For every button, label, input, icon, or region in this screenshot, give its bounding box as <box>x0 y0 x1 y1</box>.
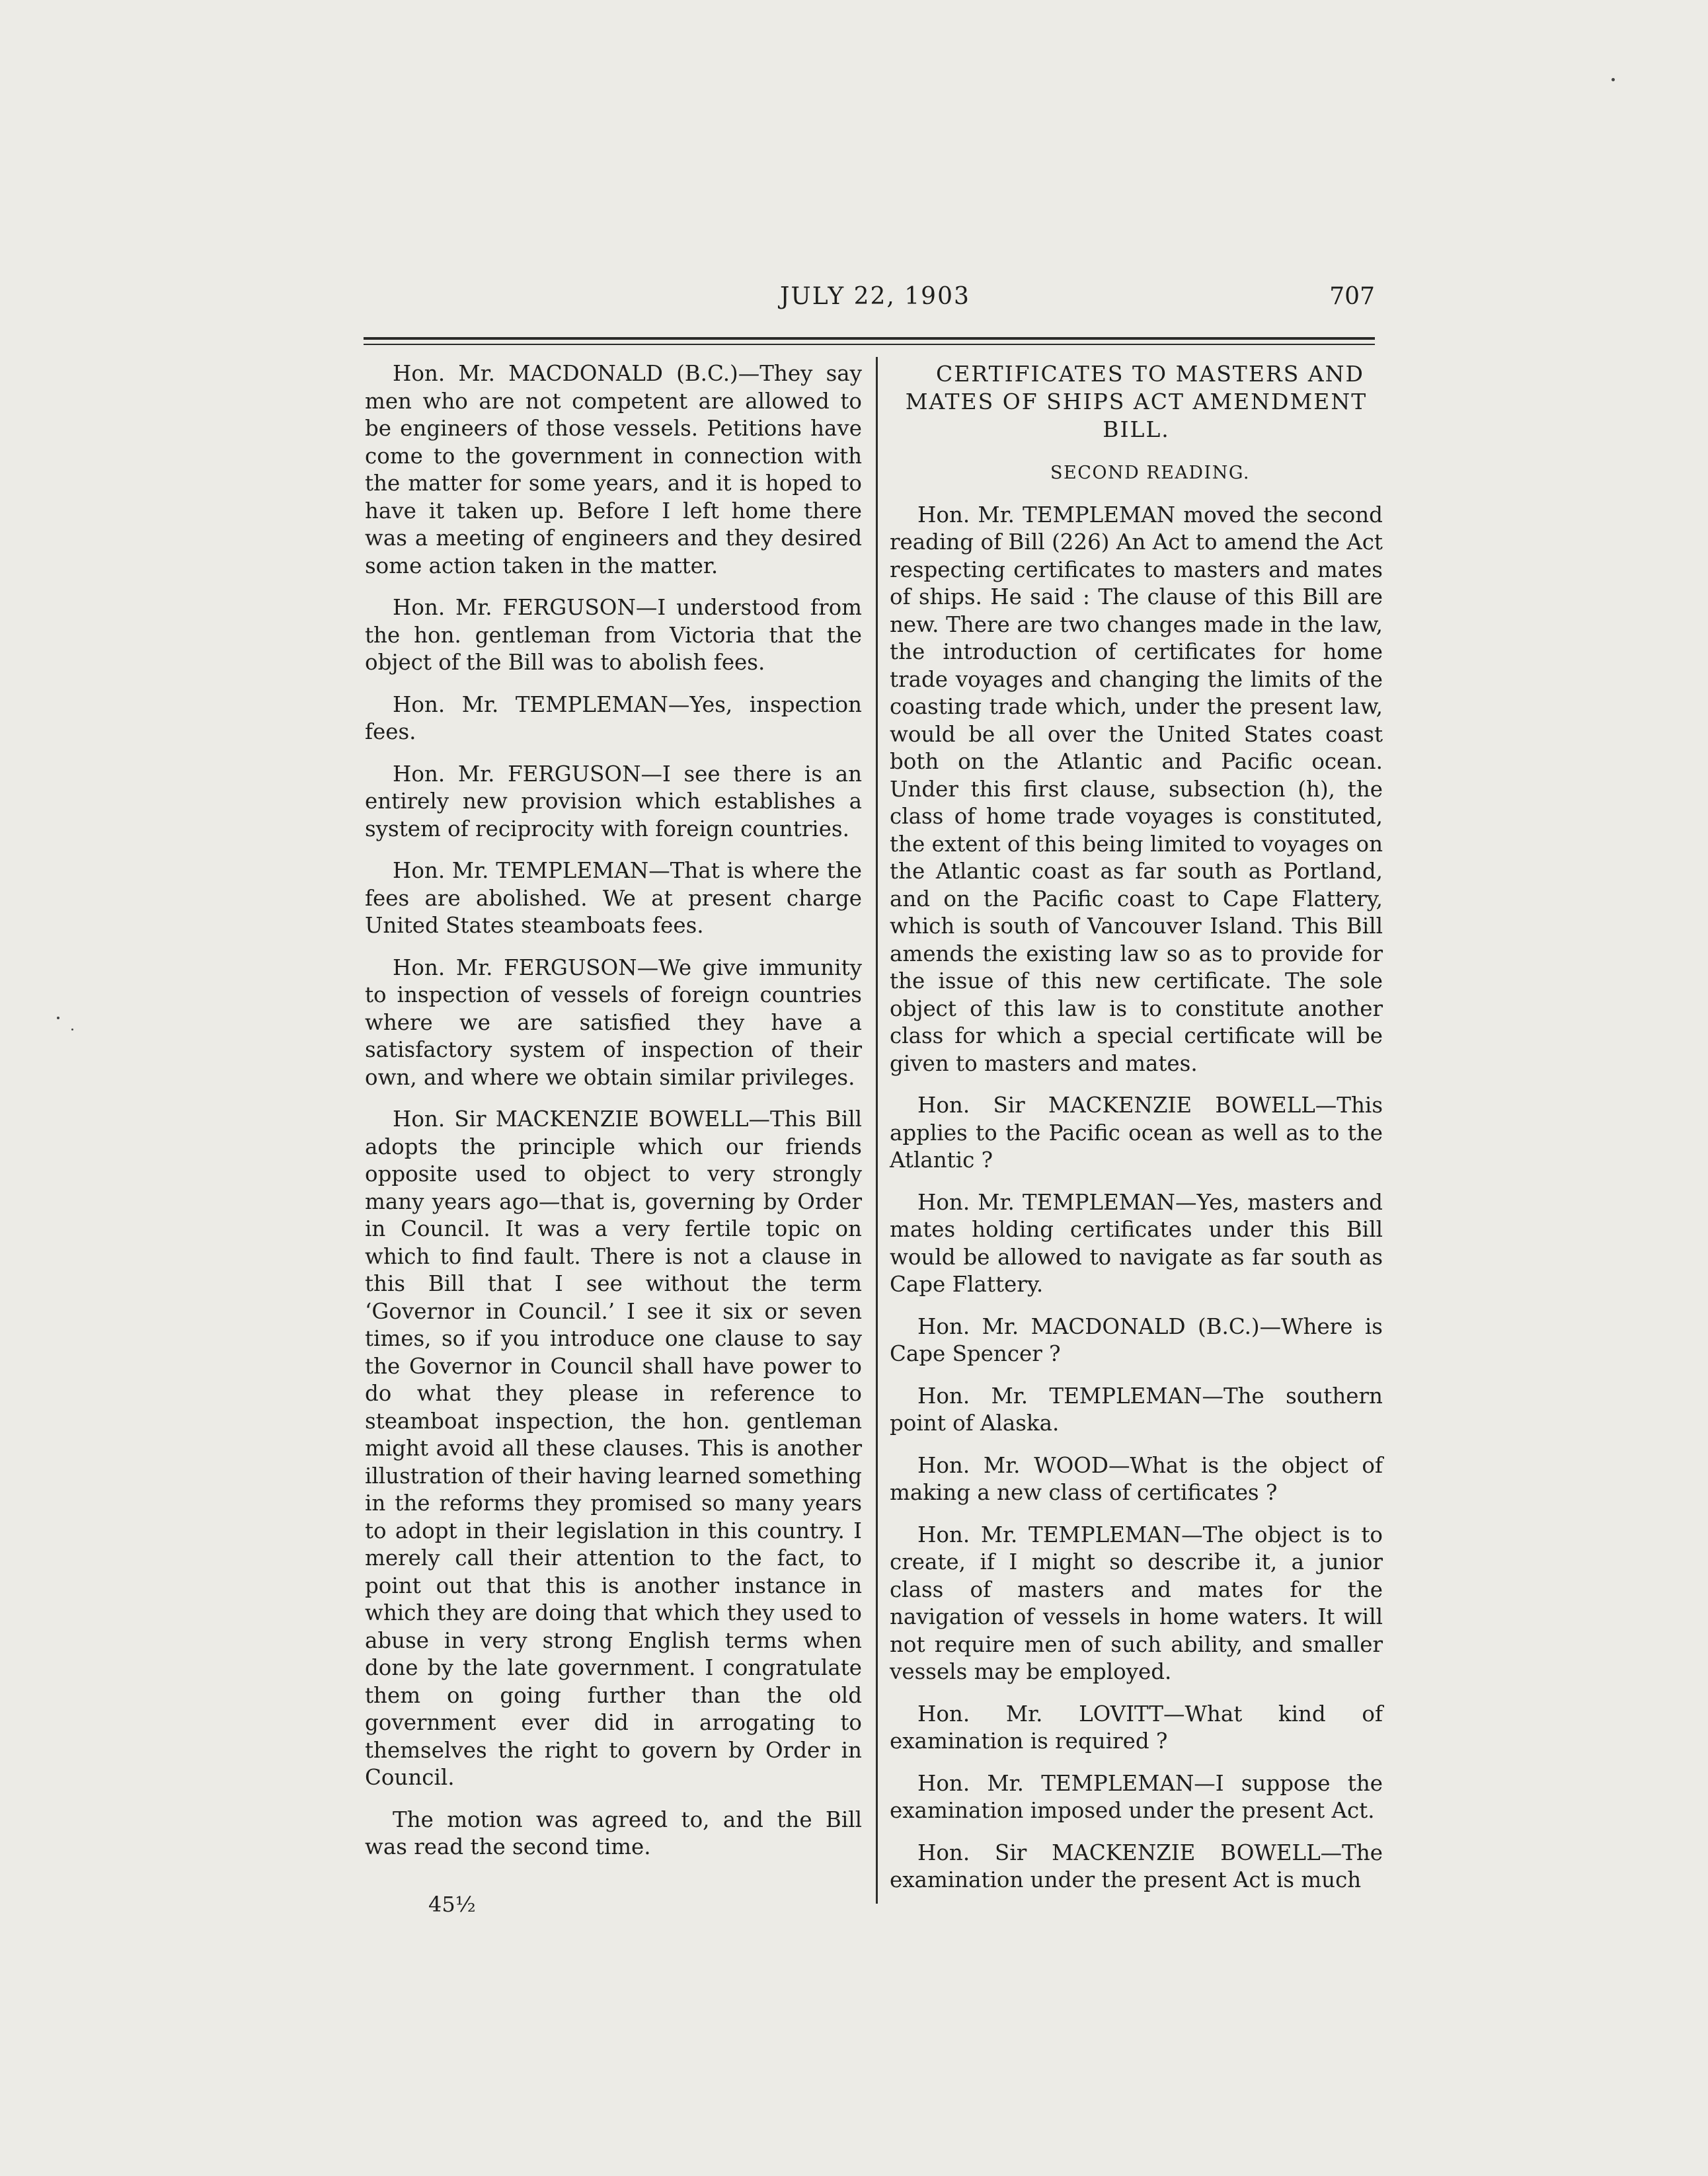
paper-speck <box>71 1029 73 1030</box>
left-column <box>365 360 862 1876</box>
paragraph: Hon. Mr. FERGUSON—We give immunity to inspection of vessels of foreign countries where we are satisfied they have a satisfactory system of inspection of their own, and where we obtain similar privileges. <box>365 954 862 1090</box>
header-rule-thick <box>364 337 1375 340</box>
paragraph: Hon. Mr. MACDONALD (B.C.)—They say men who are not competent are allowed to be engineers of those vessels. Petitions have come to the government in connection with the matter for some years, and it is hoped to have it taken up. Before I left home there was a meeting of engineers and they desired some action taken in the matter. <box>365 361 862 578</box>
paragraph: Hon. Sir MACKENZIE BOWELL—This applies to the Pacific ocean as well as to the Atlantic ? <box>890 1093 1383 1173</box>
paragraph: Hon. Mr. TEMPLEMAN—The southern point of Alaska. <box>890 1383 1383 1436</box>
paragraph: Hon. Mr. MACDONALD (B.C.)—Where is Cape Spencer ? <box>890 1313 1383 1366</box>
signature-mark: 45½ <box>428 1892 476 1917</box>
paper-speck <box>57 1017 59 1019</box>
paragraph: Hon. Mr. TEMPLEMAN—I suppose the examination imposed under the present Act. <box>890 1770 1383 1823</box>
paragraph: Hon. Mr. TEMPLEMAN—Yes, masters and mates holding certificates under this Bill would be allowed to navigate as far south as Cape Flattery. <box>890 1189 1383 1297</box>
paragraph: Hon. Sir MACKENZIE BOWELL—The examination under the present Act is much <box>890 1840 1383 1892</box>
paragraph: Hon. Mr. TEMPLEMAN moved the second reading of Bill (226) An Act to amend the Act respecting certificates to masters and mates of ships. He said : The clause of this Bill are new. There are two changes made in the law, the introduction of certificates for home trade voyages and changing the limits of the coasting trade which, under the present law, would be all over the United States coast both on the Atlantic and Pacific ocean. Under this first clause, subsection (h), the class of home trade voyages is constituted, the extent of this being limited to voyages on the Atlantic coast as far south as Portland, and on the Pacific coast to Cape Flattery, which is south of Vancouver Island. This Bill amends the existing law so as to provide for the issue of this new certificate. The sole object of this law is to constitute another class for which a special certificate will be given to masters and mates. <box>890 502 1383 1076</box>
paragraph: Hon. Mr. TEMPLEMAN—Yes, inspection fees. <box>365 691 862 744</box>
paragraph: Hon. Mr. FERGUSON—I understood from the hon. gentleman from Victoria that the object of the Bill was to abolish fees. <box>365 595 862 675</box>
paragraph: Hon. Mr. TEMPLEMAN—The object is to create, if I might so describe it, a junior class of masters and mates for the navigation of vessels in home waters. It will not require men of such ability, and smaller vessels may be employed. <box>890 1522 1383 1684</box>
header-rule-thin <box>364 344 1375 345</box>
section-title: CERTIFICATES TO MASTERS AND MATES OF SHIPS ACT AMENDMENT BILL. <box>905 361 1368 442</box>
paragraph: Hon. Mr. WOOD—What is the object of making a new class of certificates ? <box>890 1452 1383 1505</box>
paragraph: Hon. Sir MACKENZIE BOWELL—This Bill adopts the principle which our friends opposite used to object to very strongly many years ago—that is, governing by Order in Council. It was a very fertile topic on which to find fault. There is not a clause in this Bill that I see without the term ‘Governor in Council.’ I see it six or seven times, so if you introduce one clause to say the Governor in Council shall have power to do what they please in reference to steamboat inspection, the hon. gentleman might avoid all these clauses. This is another illustration of their having learned something in the reforms they promised so many years to adopt in their legislation in this country. I merely call their attention to the fact, to point out that this is another instance in which they are doing that which they used to abuse in very strong English terms when done by the late government. I congratulate them on going further than the old government ever did in arrogating to themselves the right to govern by Order in Council. <box>365 1107 862 1790</box>
section-subtitle: SECOND READING. <box>1050 463 1251 483</box>
right-column <box>890 360 1383 1909</box>
paragraph: Hon. Mr. TEMPLEMAN—That is where the fees are abolished. We at present charge United States steamboats fees. <box>365 858 862 938</box>
paragraph: Hon. Mr. LOVITT—What kind of examination is required ? <box>890 1701 1383 1754</box>
running-header <box>364 283 1375 323</box>
page-number: 707 <box>1329 283 1375 310</box>
paper-speck <box>1611 78 1615 81</box>
column-divider <box>876 357 878 1904</box>
paragraph: Hon. Mr. FERGUSON—I see there is an entirely new provision which establishes a system of reciprocity with foreign countries. <box>365 761 862 841</box>
paragraph: The motion was agreed to, and the Bill was read the second time. <box>365 1807 862 1859</box>
header-date: JULY 22, 1903 <box>780 283 970 310</box>
